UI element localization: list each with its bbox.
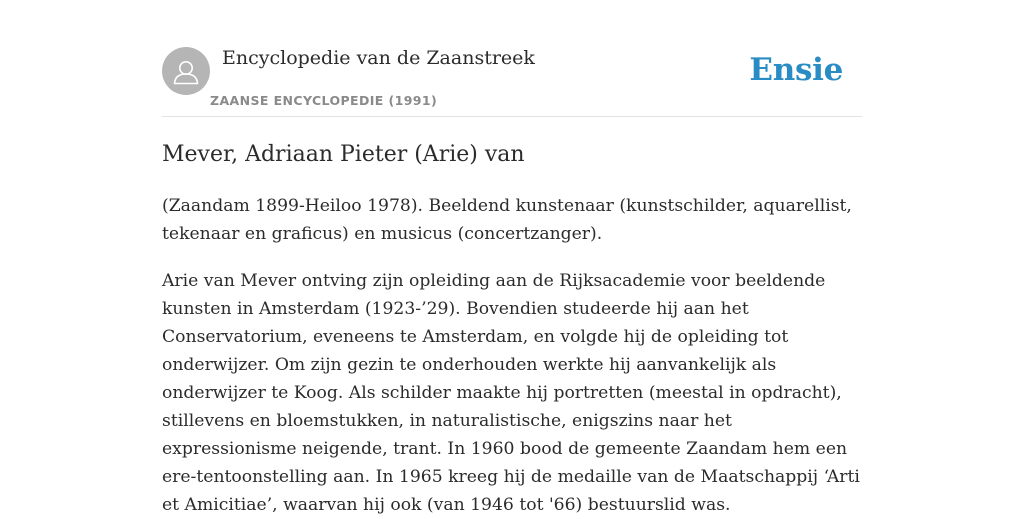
article-paragraph-1: (Zaandam 1899-Heiloo 1978). Beeldend kunstenaar (kunstschilder, aquarellist, tekenaar en graficus) en musicus (concertzanger). xyxy=(162,196,852,244)
ensie-logo[interactable]: Ensie xyxy=(749,52,843,88)
article-title: Mever, Adriaan Pieter (Arie) van xyxy=(162,142,525,167)
user-placeholder-icon xyxy=(162,47,210,95)
article-paragraph-2: Arie van Mever ontving zijn opleiding aan de Rijksacademie voor beeldende kunsten in Amsterdam (1923-’29). Bovendien studeerde hij aan het Conservatorium, eveneens te Amsterdam, en volgde hij de opleiding tot onderwijzer. Om zijn gezin te onderhouden werkte hij aanvankelijk als onderwijzer te Koog. Als schilder maakte hij portretten (meestal in opdracht), stillevens en bloemstukken, in naturalistische, enigszins naar het expressionisme neigende, trant. In 1960 bood de gemeente Zaandam hem een ere-tentoonstelling aan. In 1965 kreeg hij de medaille van de Maatschappij ‘Arti et Amicitiae’, waarvan hij ook (van 1946 tot '66) bestuurslid was. xyxy=(162,271,860,515)
source-header xyxy=(162,46,862,117)
source-title[interactable]: Encyclopedie van de Zaanstreek xyxy=(222,47,535,69)
page xyxy=(162,0,862,515)
source-subtitle: ZAANSE ENCYCLOPEDIE (1991) xyxy=(210,93,438,108)
source-avatar[interactable] xyxy=(162,47,210,95)
